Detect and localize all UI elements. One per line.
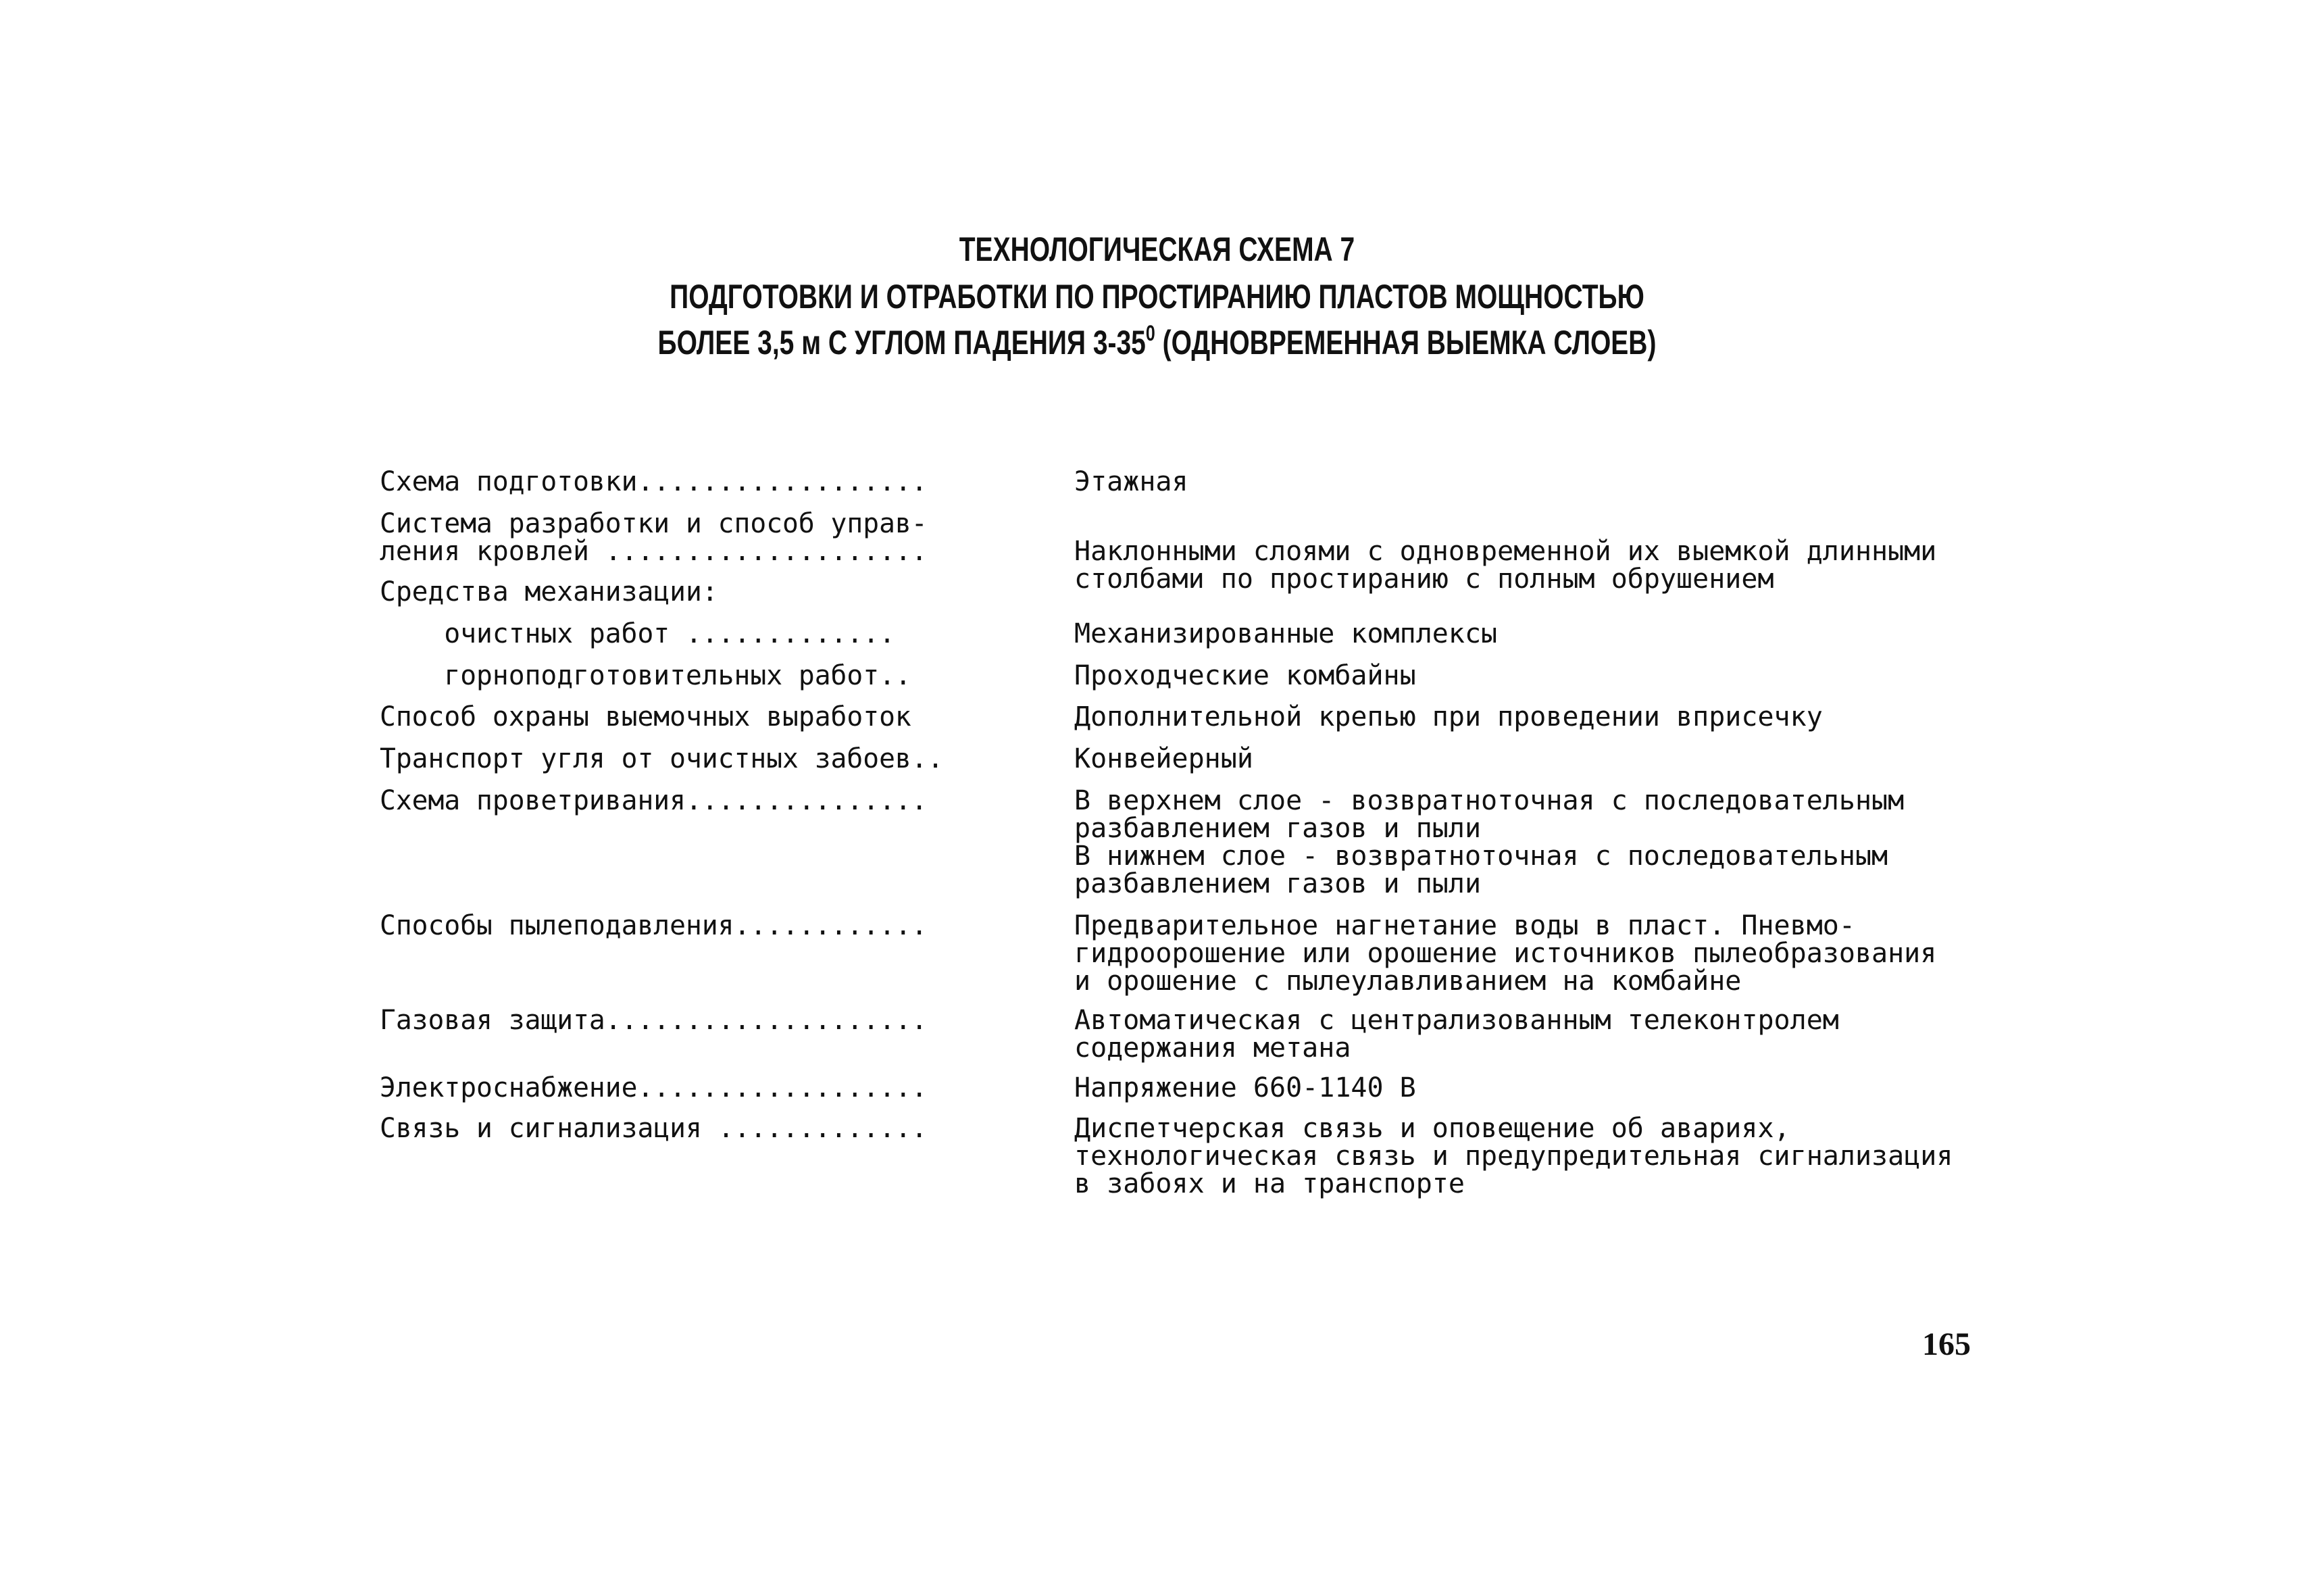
page-number: 165 (1922, 1326, 1971, 1362)
value-ventilation-line-1: В верхнем слое - возвратноточная с последовательным (1074, 785, 1905, 816)
label-cleaning-works: очистных работ ............. (380, 618, 895, 649)
value-ventilation-line-2: разбавлением газов и пыли (1074, 813, 1482, 844)
value-dust-line-1: Предварительное нагнетание воды в пласт. Пневмо- (1074, 910, 1855, 941)
document-title: ТЕХНОЛОГИЧЕСКАЯ СХЕМА 7 (959, 230, 1355, 268)
value-communication-line-2: технологическая связь и предупредительная сигнализация (1074, 1141, 1953, 1172)
label-scheme: Схема подготовки.................. (380, 466, 928, 497)
value-mining-works: Проходческие комбайны (1074, 660, 1416, 691)
label-system-line-1: Система разработки и способ управ- (380, 508, 928, 539)
label-mechanization: Средства механизации: (380, 576, 718, 607)
value-communication-line-1: Диспетчерская связь и оповещение об авариях, (1074, 1113, 1790, 1144)
value-communication-line-3: в забоях и на транспорте (1074, 1168, 1465, 1199)
subtitle-text: БОЛЕЕ 3,5 м С УГЛОМ ПАДЕНИЯ 3-35 (657, 324, 1146, 361)
label-transport: Транспорт угля от очистных забоев.. (380, 743, 944, 774)
value-ventilation-line-3: В нижнем слое - возвратноточная с последовательным (1074, 841, 1888, 872)
label-gas-protection: Газовая защита.................... (380, 1005, 928, 1036)
value-gas-line-1: Автоматическая с централизованным телеконтролем (1074, 1005, 1839, 1036)
value-dust-line-3: и орошение с пылеулавливанием на комбайне (1074, 966, 1742, 997)
label-communication: Связь и сигнализация ............. (380, 1113, 928, 1144)
value-gas-line-2: содержания метана (1074, 1032, 1351, 1064)
value-power-supply: Напряжение 660-1140 В (1074, 1072, 1416, 1103)
label-ventilation: Схема проветривания............... (380, 785, 928, 816)
value-system-line-1: Наклонными слоями с одновременной их выемкой длинными (1074, 536, 1937, 567)
value-system-line-2: столбами по простиранию с полным обрушением (1074, 564, 1774, 595)
value-ventilation-line-4: разбавлением газов и пыли (1074, 868, 1482, 899)
document-subtitle-line-1: ПОДГОТОВКИ И ОТРАБОТКИ ПО ПРОСТИРАНИЮ ПЛАСТОВ МОЩНОСТЬЮ (670, 278, 1644, 316)
label-mining-works: горноподготовительных работ.. (380, 660, 911, 691)
subtitle-tail: (ОДНОВРЕМЕННАЯ ВЫЕМКА СЛОЕВ) (1155, 324, 1657, 361)
label-dust-suppression: Способы пылеподавления............ (380, 910, 928, 941)
value-cleaning-works: Механизированные комплексы (1074, 618, 1498, 649)
label-protection: Способ охраны выемочных выработок (380, 701, 911, 732)
value-transport: Конвейерный (1074, 743, 1253, 774)
degree-superscript: 0 (1145, 321, 1155, 345)
value-dust-line-2: гидроорошение или орошение источников пылеобразования (1074, 938, 1937, 969)
value-scheme: Этажная (1074, 466, 1188, 497)
label-power-supply: Электроснабжение.................. (380, 1072, 928, 1103)
label-system-line-2: ления кровлей .................... (380, 536, 928, 567)
value-protection: Дополнительной крепью при проведении вприсечку (1074, 701, 1823, 732)
document-subtitle-line-2 (255, 321, 2060, 362)
